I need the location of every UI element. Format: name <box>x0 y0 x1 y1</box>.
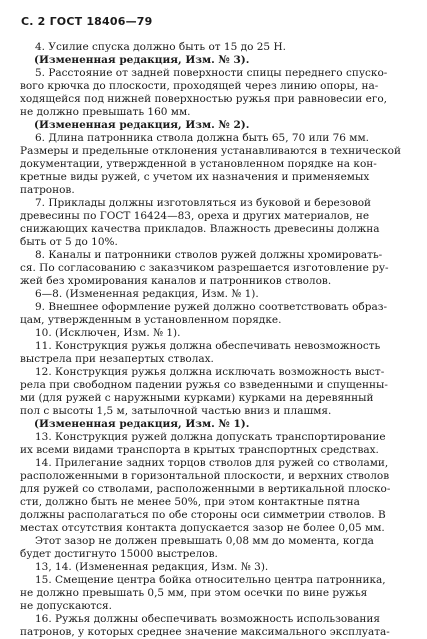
text-line: 4. Усилие спуска должно быть от 15 до 25 Н. <box>35 41 286 53</box>
text-line: документации, утвержденной в установленном порядке на кон- <box>20 158 377 170</box>
text-line: пол с высоты 1,5 м, затылочной частью вниз и плашмя. <box>20 405 332 417</box>
text-line: патронов, у которых среднее значение максимального эксплуата- <box>20 626 390 638</box>
text-line: жей без хромирования каналов и патронников стволов. <box>20 275 332 287</box>
text-line: снижающих качества прикладов. Влажность древесины должна <box>20 223 380 235</box>
page-header: С. 2 ГОСТ 18406—79 <box>21 15 153 28</box>
text-line: расположенными в горизонтальной плоскости, и верхних стволов <box>20 470 390 482</box>
text-line: выстрела при незапертых стволах. <box>20 353 214 365</box>
text-line: 6—8. (Измененная редакция, Изм. № 1). <box>35 288 259 300</box>
text-line: не должно превышать 0,5 мм, при этом осечки по вине ружья <box>20 587 368 599</box>
text-line: 6. Длина патронника ствола должна быть 65, 70 или 76 мм. <box>35 132 369 144</box>
document-body <box>0 41 427 639</box>
text-line: быть от 5 до 10%. <box>20 236 118 248</box>
text-line: 11. Конструкция ружья должна обеспечивать невозможность <box>35 340 381 352</box>
text-line: 13. Конструкция ружей должна допускать транспортирование <box>35 431 386 443</box>
amendment-note: (Измененная редакция, Изм. № 3). <box>34 54 250 66</box>
text-line: будет достигнуто 15000 выстрелов. <box>20 548 218 560</box>
text-line: 12. Конструкция ружья должна исключать возможность выст- <box>35 366 385 378</box>
text-line: кретные виды ружей, с учетом их назначения и применяемых <box>20 171 370 183</box>
text-line: для ружей со стволами, расположенными в вертикальной плоско- <box>20 483 391 495</box>
text-line: цам, утвержденным в установленном порядке. <box>20 314 282 326</box>
text-line: патронов. <box>20 184 75 196</box>
text-line: должны располагаться по обе стороны оси симметрии стволов. В <box>20 509 386 521</box>
text-line: 9. Внешнее оформление ружей должно соответствовать образ- <box>35 301 387 313</box>
text-line: Этот зазор не должен превышать 0,08 мм до момента, когда <box>35 535 374 547</box>
text-line: 7. Приклады должны изготовляться из буковой и березовой <box>35 197 372 209</box>
amendment-note: (Измененная редакция, Изм. № 2). <box>34 119 250 131</box>
text-line: не должно превышать 160 мм. <box>20 106 191 118</box>
text-line: сти, должно быть не менее 50%, при этом контактные пятна <box>20 496 360 508</box>
text-line: ходящейся под нижней поверхностью ружья при равновесии его, <box>20 93 387 105</box>
text-line: Размеры и предельные отклонения устанавливаются в технической <box>20 145 401 157</box>
text-line: их всеми видами транспорта в крытых транспортных средствах. <box>20 444 379 456</box>
amendment-note: (Измененная редакция, Изм. № 1). <box>34 418 250 430</box>
text-line: ми (для ружей с наружными курками) курками на деревянный <box>20 392 374 404</box>
text-line: не допускаются. <box>20 600 113 612</box>
text-line: древесины по ГОСТ 16424—83, ореха и других материалов, не <box>20 210 370 222</box>
text-line: 16. Ружья должны обеспечивать возможность использования <box>35 613 380 625</box>
text-line: 8. Каналы и патронники стволов ружей должны хромировать- <box>35 249 383 261</box>
text-line: 14. Прилегание задних торцов стволов для ружей со стволами, <box>35 457 389 469</box>
text-line: 13, 14. (Измененная редакция, Изм. № 3). <box>35 561 269 573</box>
text-line: 5. Расстояние от задней поверхности спицы переднего спуско- <box>35 67 388 79</box>
text-line: 10. (Исключен, Изм. № 1). <box>35 327 181 339</box>
text-line: ся. По согласованию с заказчиком разрешается изготовление ру- <box>20 262 389 274</box>
text-line: 15. Смещение центра бойка относительно центра патронника, <box>35 574 386 586</box>
text-line: вого крючка до плоскости, проходящей через линию опоры, на- <box>20 80 379 92</box>
text-line: местах отсутствия контакта допускается зазор не более 0,05 мм. <box>20 522 385 534</box>
text-line: рела при свободном падении ружья со взведенными и спущенны- <box>20 379 388 391</box>
